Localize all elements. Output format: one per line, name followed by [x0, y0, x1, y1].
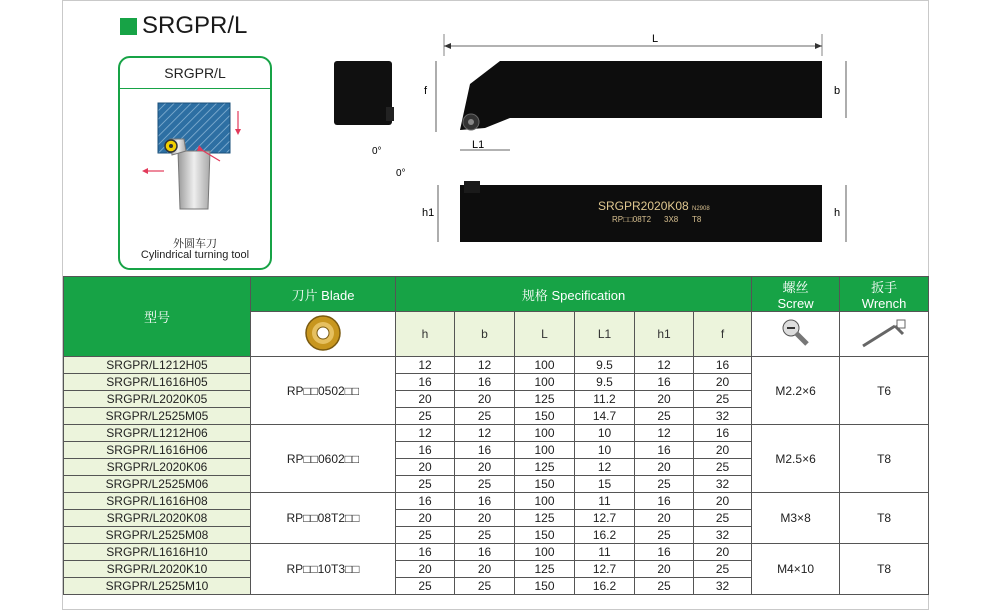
- section-heading: [120, 12, 247, 40]
- table-row: [64, 493, 929, 510]
- header-screw-en: Screw: [777, 296, 814, 311]
- dim-h1-label: h1: [422, 207, 435, 219]
- tool-side-view: [460, 185, 822, 242]
- spec-col-b: b: [455, 312, 515, 357]
- spec-value-cell: 25: [694, 510, 752, 527]
- spec-value-cell: 9.5: [575, 357, 635, 374]
- heading-title: SRGPR/L: [142, 12, 248, 39]
- wrench-cell: T8: [840, 493, 929, 544]
- model-cell: SRGPR/L1212H05: [64, 357, 251, 374]
- spec-value-cell: 150: [515, 408, 575, 425]
- spec-value-cell: 12: [396, 357, 455, 374]
- header-model: 型号: [64, 277, 251, 357]
- spec-value-cell: 10: [575, 425, 635, 442]
- spec-value-cell: 20: [635, 391, 694, 408]
- spec-value-cell: 9.5: [575, 374, 635, 391]
- spec-value-cell: 125: [515, 459, 575, 476]
- spec-value-cell: 20: [396, 510, 455, 527]
- dim-L-label: L: [652, 33, 659, 45]
- spec-value-cell: 150: [515, 578, 575, 595]
- angle-top-label: 0°: [372, 146, 382, 157]
- spec-value-cell: 16: [635, 442, 694, 459]
- spec-value-cell: 16: [694, 357, 752, 374]
- spec-value-cell: 20: [635, 561, 694, 578]
- model-cell: SRGPR/L2525M08: [64, 527, 251, 544]
- spec-col-f: f: [694, 312, 752, 357]
- spec-value-cell: 20: [396, 561, 455, 578]
- table-row: [64, 357, 929, 374]
- insert-end-view: [334, 61, 392, 125]
- spec-value-cell: 100: [515, 544, 575, 561]
- tool-marking: SRGPR2020K08: [598, 199, 689, 213]
- spec-value-cell: 25: [396, 527, 455, 544]
- spec-table: [63, 276, 929, 595]
- dim-h-label: h: [834, 207, 841, 219]
- card-caption-en: Cylindrical turning tool: [140, 249, 250, 261]
- model-cell: SRGPR/L2020K06: [64, 459, 251, 476]
- dim-b-label: b: [834, 85, 841, 97]
- spec-value-cell: 16: [455, 544, 515, 561]
- spec-value-cell: 25: [455, 527, 515, 544]
- card-title: SRGPR/L: [120, 58, 270, 89]
- model-cell: SRGPR/L2020K05: [64, 391, 251, 408]
- wrench-icon: [859, 316, 909, 350]
- blade-image-cell: [251, 312, 396, 357]
- spec-value-cell: 125: [515, 510, 575, 527]
- screw-image-cell: [752, 312, 840, 357]
- spec-value-cell: 12: [455, 357, 515, 374]
- spec-value-cell: 16.2: [575, 578, 635, 595]
- model-cell: SRGPR/L1616H08: [64, 493, 251, 510]
- tool-drawings: [320, 28, 860, 248]
- spec-value-cell: 16.2: [575, 527, 635, 544]
- spec-value-cell: 25: [694, 391, 752, 408]
- spec-value-cell: 150: [515, 527, 575, 544]
- spec-value-cell: 20: [455, 391, 515, 408]
- spec-value-cell: 32: [694, 527, 752, 544]
- spec-value-cell: 25: [635, 527, 694, 544]
- spec-value-cell: 25: [694, 561, 752, 578]
- spec-value-cell: 100: [515, 442, 575, 459]
- model-cell: SRGPR/L2525M05: [64, 408, 251, 425]
- spec-value-cell: 12.7: [575, 510, 635, 527]
- dim-L1-label: L1: [472, 139, 485, 151]
- header-wrench: [840, 277, 929, 312]
- spec-value-cell: 12: [635, 357, 694, 374]
- spec-col-h: h: [396, 312, 455, 357]
- model-cell: SRGPR/L2020K08: [64, 510, 251, 527]
- spec-value-cell: 20: [396, 459, 455, 476]
- spec-value-cell: 10: [575, 442, 635, 459]
- spec-value-cell: 25: [396, 408, 455, 425]
- spec-value-cell: 20: [694, 374, 752, 391]
- spec-value-cell: 25: [455, 476, 515, 493]
- spec-value-cell: 12.7: [575, 561, 635, 578]
- spec-value-cell: 16: [455, 493, 515, 510]
- spec-value-cell: 100: [515, 425, 575, 442]
- spec-value-cell: 16: [635, 374, 694, 391]
- spec-value-cell: 16: [635, 493, 694, 510]
- wrench-cell: T6: [840, 357, 929, 425]
- spec-value-cell: 125: [515, 561, 575, 578]
- spec-value-cell: 25: [396, 578, 455, 595]
- spec-value-cell: 100: [515, 493, 575, 510]
- table-row: [64, 425, 929, 442]
- screw-cell: M2.5×6: [752, 425, 840, 493]
- model-cell: SRGPR/L1616H10: [64, 544, 251, 561]
- spec-value-cell: 11.2: [575, 391, 635, 408]
- spec-value-cell: 20: [396, 391, 455, 408]
- tool-type-card: [118, 56, 272, 270]
- spec-value-cell: 125: [515, 391, 575, 408]
- spec-value-cell: 12: [575, 459, 635, 476]
- spec-value-cell: 25: [635, 476, 694, 493]
- spec-value-cell: 150: [515, 476, 575, 493]
- spec-value-cell: 12: [455, 425, 515, 442]
- spec-value-cell: 12: [635, 425, 694, 442]
- insert-icon: [303, 313, 343, 353]
- spec-value-cell: 16: [396, 544, 455, 561]
- model-cell: SRGPR/L2525M06: [64, 476, 251, 493]
- spec-value-cell: 16: [455, 442, 515, 459]
- spec-value-cell: 25: [694, 459, 752, 476]
- tool-top-view: [460, 61, 822, 130]
- header-screw-cn: 螺丝: [782, 280, 809, 295]
- spec-col-L: L: [515, 312, 575, 357]
- spec-value-cell: 16: [396, 493, 455, 510]
- dim-f-label: f: [424, 85, 428, 97]
- spec-value-cell: 100: [515, 374, 575, 391]
- spec-value-cell: 25: [396, 476, 455, 493]
- screw-cell: M3×8: [752, 493, 840, 544]
- screw-cell: M2.2×6: [752, 357, 840, 425]
- spec-value-cell: 16: [396, 442, 455, 459]
- card-caption-cn: 外圆车刀: [173, 238, 217, 250]
- spec-value-cell: 32: [694, 476, 752, 493]
- spec-value-cell: 11: [575, 544, 635, 561]
- spec-value-cell: 20: [694, 442, 752, 459]
- spec-value-cell: 32: [694, 408, 752, 425]
- table-row: [64, 544, 929, 561]
- spec-col-h1: h1: [635, 312, 694, 357]
- spec-col-L1: L1: [575, 312, 635, 357]
- spec-value-cell: 16: [635, 544, 694, 561]
- header-wrench-en: Wrench: [861, 296, 907, 311]
- spec-value-cell: 11: [575, 493, 635, 510]
- spec-value-cell: 32: [694, 578, 752, 595]
- spec-value-cell: 25: [635, 578, 694, 595]
- spec-value-cell: 25: [635, 408, 694, 425]
- spec-value-cell: 20: [455, 561, 515, 578]
- spec-value-cell: 16: [396, 374, 455, 391]
- header-wrench-cn: 扳手: [871, 280, 898, 295]
- spec-value-cell: 16: [694, 425, 752, 442]
- spec-value-cell: 12: [396, 425, 455, 442]
- spec-value-cell: 20: [635, 510, 694, 527]
- spec-value-cell: 15: [575, 476, 635, 493]
- wrench-image-cell: [840, 312, 929, 357]
- blade-cell: RP□□08T2□□: [251, 493, 396, 544]
- tool-sub-marking: RP□□08T2: [612, 215, 652, 224]
- tool-screw-marking: 3X8: [664, 215, 679, 224]
- angle-side-label: 0°: [396, 168, 406, 179]
- header-screw: [752, 277, 840, 312]
- tool-small-marking: N2908: [692, 206, 710, 212]
- model-cell: SRGPR/L2020K10: [64, 561, 251, 578]
- screw-icon: [779, 316, 813, 350]
- blade-cell: RP□□0602□□: [251, 425, 396, 493]
- model-cell: SRGPR/L2525M10: [64, 578, 251, 595]
- spec-value-cell: 14.7: [575, 408, 635, 425]
- spec-value-cell: 25: [455, 408, 515, 425]
- spec-value-cell: 20: [694, 493, 752, 510]
- wrench-cell: T8: [840, 425, 929, 493]
- wrench-cell: T8: [840, 544, 929, 595]
- spec-value-cell: 16: [455, 374, 515, 391]
- spec-value-cell: 20: [694, 544, 752, 561]
- heading-marker-icon: [120, 18, 137, 35]
- header-blade: 刀片 Blade: [251, 277, 396, 312]
- spec-value-cell: 25: [455, 578, 515, 595]
- blade-cell: RP□□10T3□□: [251, 544, 396, 595]
- spec-value-cell: 100: [515, 357, 575, 374]
- spec-value-cell: 20: [635, 459, 694, 476]
- header-spec: 规格 Specification: [396, 277, 752, 312]
- model-cell: SRGPR/L1616H05: [64, 374, 251, 391]
- model-cell: SRGPR/L1616H06: [64, 442, 251, 459]
- screw-cell: M4×10: [752, 544, 840, 595]
- spec-value-cell: 20: [455, 510, 515, 527]
- turning-illustration: [120, 89, 270, 234]
- tool-wrench-marking: T8: [692, 215, 702, 224]
- model-cell: SRGPR/L1212H06: [64, 425, 251, 442]
- blade-cell: RP□□0502□□: [251, 357, 396, 425]
- spec-value-cell: 20: [455, 459, 515, 476]
